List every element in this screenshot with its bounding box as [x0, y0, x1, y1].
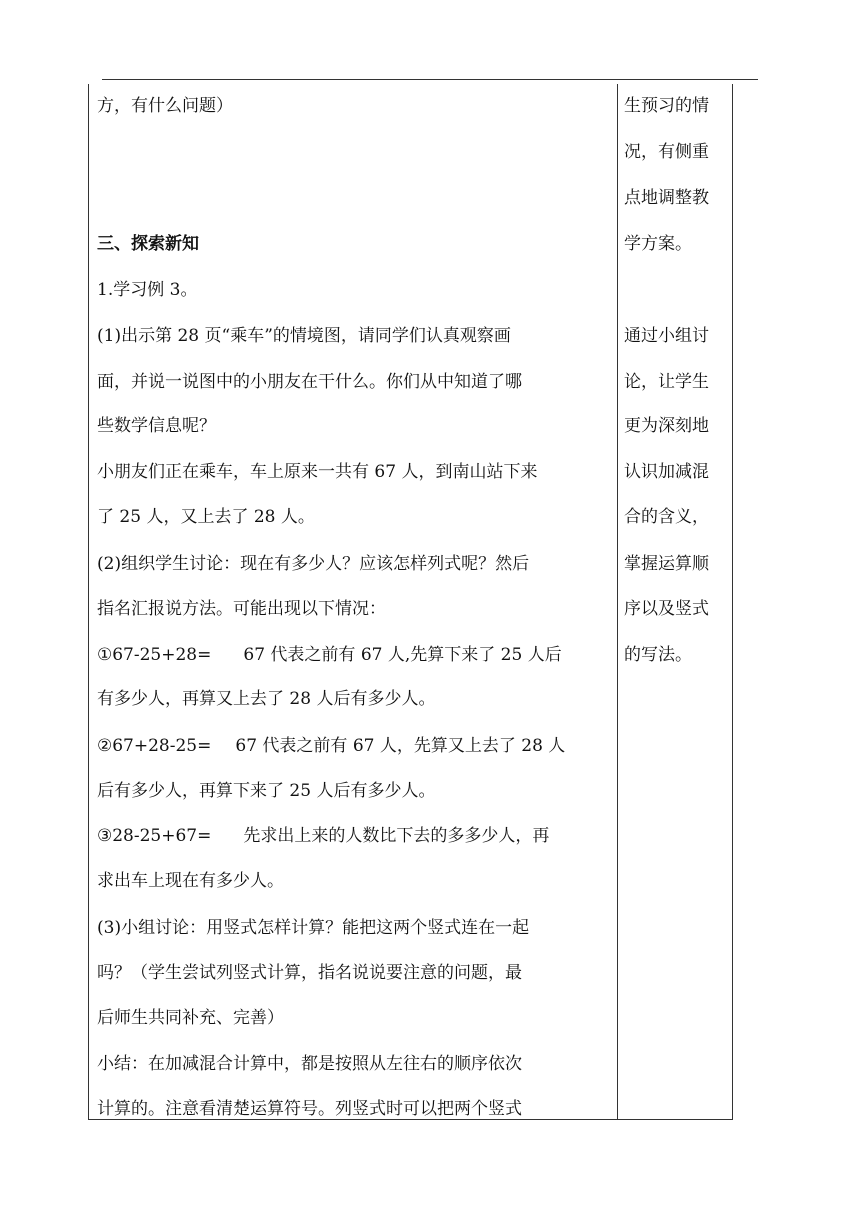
side-note-line: 的写法。	[624, 645, 692, 665]
side-note-line: 更为深刻地	[624, 416, 709, 436]
side-note-line: 论，让学生	[624, 372, 709, 392]
side-note-line: 序以及竖式	[624, 599, 709, 619]
text-line: 求出车上现在有多少人。	[97, 871, 284, 891]
text-line: 些数学信息呢？	[97, 416, 216, 436]
header-rule	[102, 79, 758, 80]
side-note-line: 学方案。	[624, 234, 692, 254]
section-heading: 三、探索新知	[97, 234, 199, 254]
equation-formula: ①67-25+28=	[97, 645, 212, 665]
text-line: 面，并说一说图中的小朋友在干什么。你们从中知道了哪	[97, 372, 522, 392]
side-note-line: 合的含义，	[624, 507, 709, 527]
equation-formula: ③28-25+67=	[97, 826, 212, 846]
side-note-line: 生预习的情	[624, 96, 709, 116]
side-note-line: 通过小组讨	[624, 326, 709, 346]
text-line: 吗？（学生尝试列竖式计算，指名说说要注意的问题，最	[97, 963, 522, 983]
text-line: 方，有什么问题）	[97, 96, 233, 116]
text-line: 指名汇报说方法。可能出现以下情况：	[97, 599, 386, 619]
text-line: 1.学习例 3。	[97, 280, 198, 300]
equation-formula: ②67+28-25=	[97, 736, 212, 756]
side-note-line: 认识加减混	[624, 462, 709, 482]
text-line: 计算的。注意看清楚运算符号。列竖式时可以把两个竖式	[97, 1099, 522, 1119]
equation-explanation: 67 代表之前有 67 人,先算下来了 25 人后	[243, 645, 562, 665]
column-divider	[617, 84, 618, 1119]
equation-explanation: 先求出上来的人数比下去的多多少人，再	[243, 826, 550, 846]
text-line: 有多少人，再算又上去了 28 人后有多少人。	[97, 689, 436, 709]
equation-line	[97, 734, 565, 758]
equation-explanation: 67 代表之前有 67 人，先算又上去了 28 人	[235, 736, 566, 756]
text-line: 小结：在加减混合计算中，都是按照从左往右的顺序依次	[97, 1054, 522, 1074]
text-line: (3)小组讨论：用竖式怎样计算？能把这两个竖式连在一起	[97, 918, 530, 938]
text-line: 后有多少人，再算下来了 25 人后有多少人。	[97, 781, 436, 801]
equation-line	[97, 643, 562, 667]
side-note-line: 点地调整教	[624, 188, 709, 208]
side-note-line: 掌握运算顺	[624, 554, 709, 574]
text-line: (1)出示第 28 页“乘车”的情境图，请同学们认真观察画	[97, 326, 511, 346]
text-line: 小朋友们正在乘车，车上原来一共有 67 人，到南山站下来	[97, 462, 538, 482]
text-line: 了 25 人，又上去了 28 人。	[97, 507, 315, 527]
lesson-table	[88, 84, 733, 1120]
text-line: 后师生共同补充、完善）	[97, 1008, 284, 1028]
equation-line	[97, 824, 549, 848]
text-line: (2)组织学生讨论：现在有多少人？应该怎样列式呢？然后	[97, 554, 530, 574]
side-note-line: 况，有侧重	[624, 142, 709, 162]
